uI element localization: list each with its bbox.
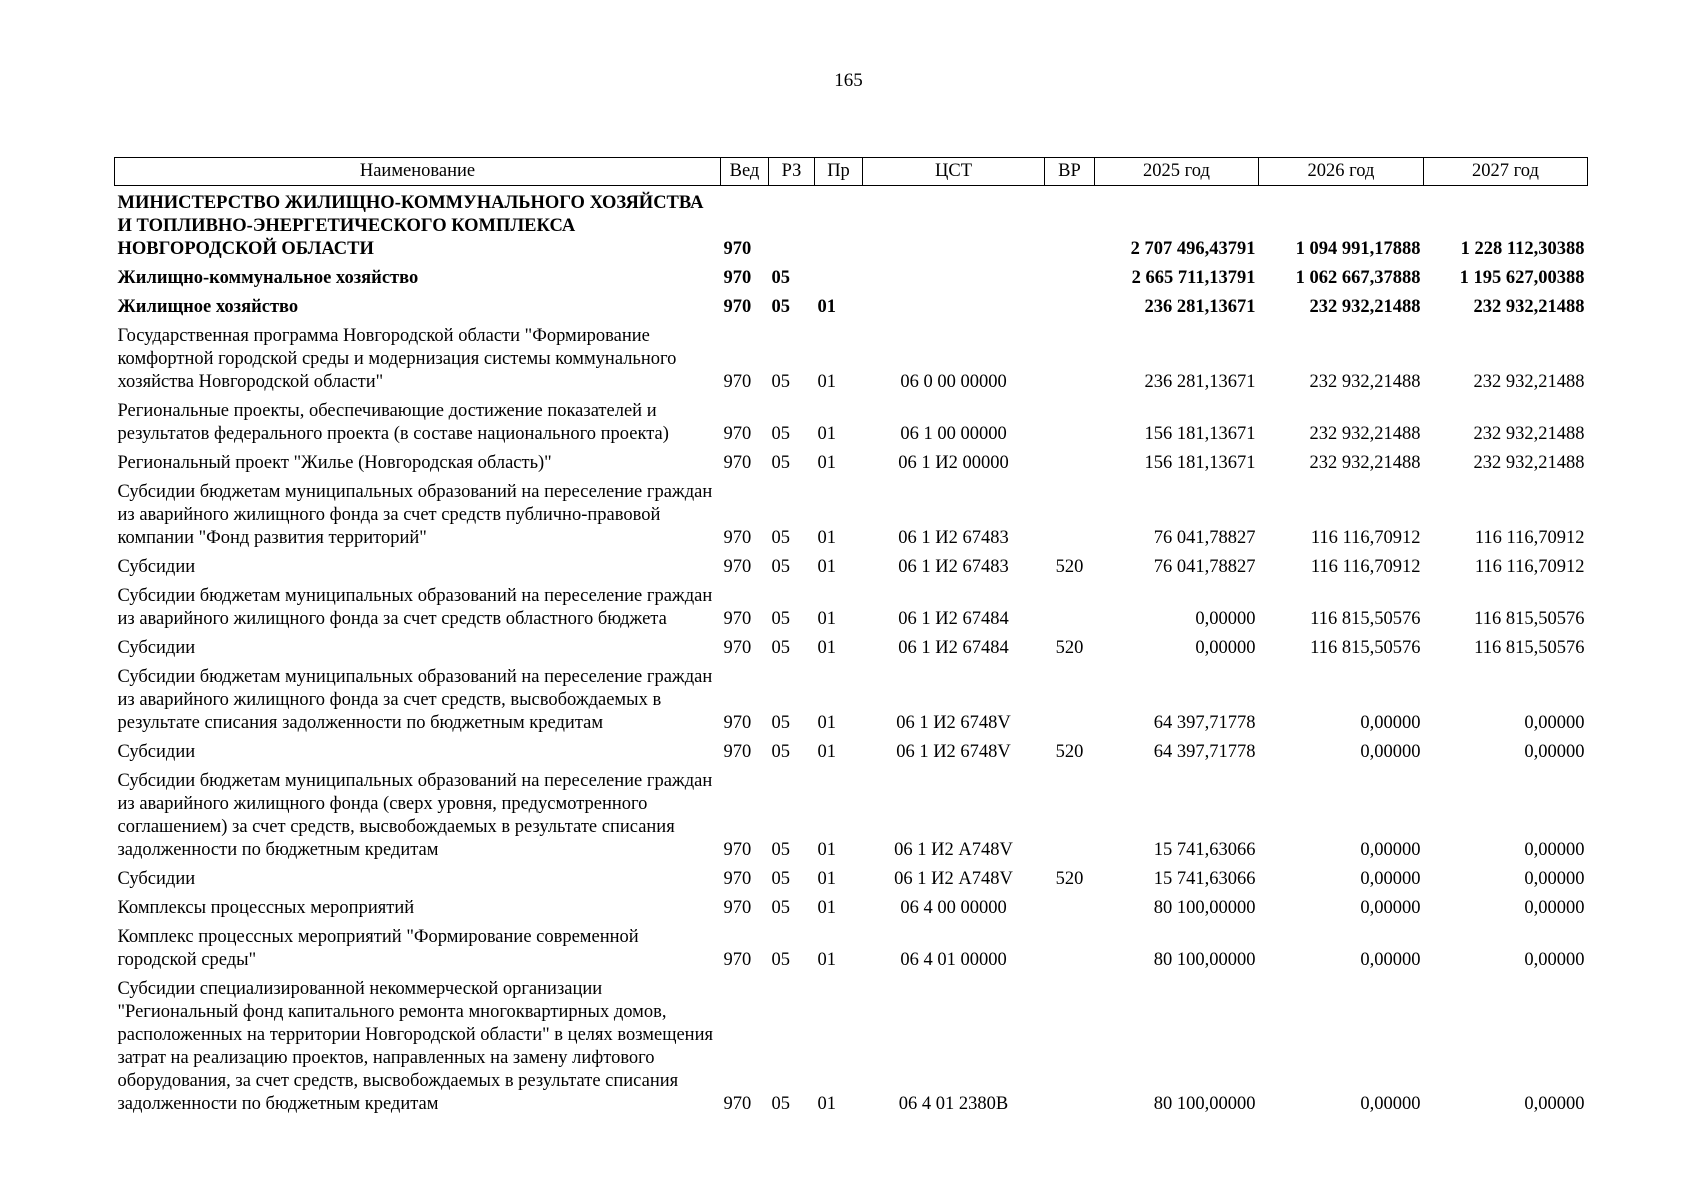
header-2026: 2026 год [1259, 158, 1424, 186]
row-pr: 01 [817, 609, 836, 629]
budget-table [114, 157, 1588, 1116]
row-cst [863, 290, 1045, 319]
row-amount-2026: 232 932,21488 [1309, 297, 1421, 317]
row-ved: 970 [723, 1094, 752, 1114]
row-amount-2025: 2 707 496,43791 [1130, 239, 1256, 259]
row-cst: 06 1 И2 6748V [896, 713, 1011, 733]
row-vr [1045, 261, 1095, 290]
table-row [115, 446, 1588, 475]
row-rz: 05 [771, 453, 790, 473]
row-amount-2026: 1 062 667,37888 [1295, 268, 1421, 288]
header-name: Наименование [115, 158, 721, 186]
row-amount-2025: 76 041,78827 [1153, 528, 1256, 548]
row-cst [863, 261, 1045, 290]
table-row [115, 972, 1588, 1116]
row-amount-2026: 232 932,21488 [1309, 372, 1421, 392]
row-ved: 970 [723, 713, 752, 733]
row-ved: 970 [723, 297, 752, 317]
row-pr: 01 [817, 950, 836, 970]
row-vr [1045, 579, 1095, 631]
row-vr [1045, 290, 1095, 319]
row-cst: 06 1 И2 6748V [896, 742, 1011, 762]
row-name: Субсидии [117, 869, 196, 889]
row-cst: 06 1 И2 67483 [898, 557, 1009, 577]
row-amount-2025: 156 181,13671 [1144, 424, 1256, 444]
row-name: Субсидии специализированной некоммерческой организации "Региональный фонд капитального ремонта многоквартирных домов, расположенных на территории Новгородской области" в целях возмещения затрат на реализацию проектов, направленных на замену лифтового оборудования, за счет средств, высвобождаемых в результате списания задолженности по бюджетным кредитам [117, 979, 713, 1114]
row-cst: 06 1 00 00000 [900, 424, 1007, 444]
row-amount-2026: 116 815,50576 [1310, 609, 1421, 629]
row-name: Региональные проекты, обеспечивающие достижение показателей и результатов федерального проекта (в составе национального проекта) [117, 401, 669, 444]
row-ved: 970 [723, 950, 752, 970]
row-rz [769, 186, 815, 262]
row-rz: 05 [771, 1094, 790, 1114]
row-amount-2026: 116 116,70912 [1310, 528, 1421, 548]
row-rz: 05 [771, 268, 790, 288]
row-ved: 970 [723, 268, 752, 288]
row-name: Субсидии бюджетам муниципальных образований на переселение граждан из аварийного жилищного фонда за счет средств публично-правовой компании "Фонд развития территорий" [117, 482, 713, 548]
row-cst: 06 1 И2 00000 [898, 453, 1009, 473]
row-pr: 01 [817, 528, 836, 548]
row-amount-2027: 0,00000 [1524, 1094, 1585, 1114]
table-row [115, 660, 1588, 735]
row-amount-2027: 232 932,21488 [1473, 424, 1585, 444]
row-amount-2026: 232 932,21488 [1309, 424, 1421, 444]
row-name: МИНИСТЕРСТВО ЖИЛИЩНО-КОММУНАЛЬНОГО ХОЗЯЙСТВА И ТОПЛИВНО-ЭНЕРГЕТИЧЕСКОГО КОМПЛЕКСА НОВГОРОДСКОЙ ОБЛАСТИ [117, 193, 704, 259]
row-vr [1045, 764, 1095, 862]
row-amount-2025: 76 041,78827 [1153, 557, 1256, 577]
row-ved: 970 [723, 638, 752, 658]
row-name: Комплекс процессных мероприятий "Формирование современной городской среды" [117, 927, 639, 970]
row-amount-2027: 116 815,50576 [1474, 638, 1585, 658]
table-row [115, 261, 1588, 290]
row-ved: 970 [723, 528, 752, 548]
row-name: Жилищно-коммунальное хозяйство [117, 268, 419, 288]
page-number: 165 [834, 70, 863, 91]
table-row [115, 186, 1588, 262]
row-ved: 970 [723, 742, 752, 762]
table-row [115, 475, 1588, 550]
header-2025: 2025 год [1095, 158, 1259, 186]
row-cst: 06 1 И2 А748V [894, 840, 1013, 860]
row-pr: 01 [817, 297, 836, 317]
row-amount-2025: 0,00000 [1195, 638, 1256, 658]
row-name: Государственная программа Новгородской области "Формирование комфортной городской среды и модернизация системы коммунального хозяйства Новгородской области" [117, 326, 677, 392]
row-amount-2026: 0,00000 [1360, 1094, 1421, 1114]
row-pr [815, 261, 863, 290]
row-vr [1045, 394, 1095, 446]
row-name: Региональный проект "Жилье (Новгородская область)" [117, 453, 552, 473]
row-amount-2026: 0,00000 [1360, 742, 1421, 762]
row-amount-2026: 0,00000 [1360, 898, 1421, 918]
row-rz: 05 [771, 898, 790, 918]
row-amount-2027: 116 116,70912 [1474, 528, 1585, 548]
row-ved: 970 [723, 453, 752, 473]
row-pr: 01 [817, 424, 836, 444]
row-ved: 970 [723, 372, 752, 392]
row-amount-2025: 156 181,13671 [1144, 453, 1256, 473]
row-amount-2026: 232 932,21488 [1309, 453, 1421, 473]
header-pr: Пр [815, 158, 863, 186]
row-pr: 01 [817, 713, 836, 733]
header-2027: 2027 год [1424, 158, 1588, 186]
table-row [115, 862, 1588, 891]
row-rz: 05 [771, 869, 790, 889]
row-amount-2027: 1 228 112,30388 [1460, 239, 1585, 259]
row-amount-2026: 0,00000 [1360, 950, 1421, 970]
row-name: Субсидии бюджетам муниципальных образований на переселение граждан из аварийного жилищного фонда за счет средств областного бюджета [117, 586, 713, 629]
row-name: Субсидии бюджетам муниципальных образований на переселение граждан из аварийного жилищного фонда за счет средств, высвобождаемых в результате списания задолженности по бюджетным кредитам [117, 667, 713, 733]
row-name: Субсидии [117, 557, 196, 577]
row-amount-2027: 232 932,21488 [1473, 372, 1585, 392]
row-amount-2027: 0,00000 [1524, 869, 1585, 889]
row-vr [1045, 475, 1095, 550]
row-cst: 06 1 И2 67484 [898, 638, 1009, 658]
row-name: Субсидии [117, 742, 196, 762]
row-ved: 970 [723, 609, 752, 629]
row-vr [1045, 319, 1095, 394]
row-amount-2026: 0,00000 [1360, 713, 1421, 733]
table-row [115, 764, 1588, 862]
header-ved: Вед [721, 158, 769, 186]
table-body [115, 186, 1588, 1117]
table-row [115, 631, 1588, 660]
row-amount-2027: 0,00000 [1524, 713, 1585, 733]
row-rz: 05 [771, 638, 790, 658]
row-vr: 520 [1055, 869, 1084, 889]
row-vr: 520 [1055, 638, 1084, 658]
row-vr [1045, 660, 1095, 735]
row-ved: 970 [723, 869, 752, 889]
row-amount-2026: 116 815,50576 [1310, 638, 1421, 658]
row-amount-2025: 2 665 711,13791 [1131, 268, 1256, 288]
row-amount-2025: 64 397,71778 [1153, 742, 1256, 762]
row-vr [1045, 972, 1095, 1116]
row-pr: 01 [817, 1094, 836, 1114]
header-rz: РЗ [769, 158, 815, 186]
row-pr: 01 [817, 898, 836, 918]
row-rz: 05 [771, 528, 790, 548]
row-amount-2027: 1 195 627,00388 [1459, 268, 1585, 288]
row-pr: 01 [817, 869, 836, 889]
row-amount-2025: 80 100,00000 [1153, 950, 1256, 970]
row-cst: 06 1 И2 67484 [898, 609, 1009, 629]
header-cst: ЦСТ [863, 158, 1045, 186]
row-amount-2025: 80 100,00000 [1153, 1094, 1256, 1114]
table-row [115, 891, 1588, 920]
row-rz: 05 [771, 372, 790, 392]
row-pr [815, 186, 863, 262]
row-vr: 520 [1055, 557, 1084, 577]
row-amount-2027: 232 932,21488 [1473, 297, 1585, 317]
row-amount-2026: 1 094 991,17888 [1295, 239, 1421, 259]
row-name: Субсидии бюджетам муниципальных образований на переселение граждан из аварийного жилищного фонда (сверх уровня, предусмотренного соглашением) за счет средств, высвобождаемых в результате списания задолженности по бюджетным кредитам [117, 771, 713, 860]
row-cst [863, 186, 1045, 262]
row-amount-2027: 116 116,70912 [1474, 557, 1585, 577]
row-amount-2025: 0,00000 [1195, 609, 1256, 629]
row-amount-2025: 236 281,13671 [1144, 372, 1256, 392]
table-row [115, 735, 1588, 764]
row-amount-2025: 80 100,00000 [1153, 898, 1256, 918]
row-cst: 06 1 И2 67483 [898, 528, 1009, 548]
table-row [115, 319, 1588, 394]
row-rz: 05 [771, 950, 790, 970]
row-rz: 05 [771, 297, 790, 317]
row-rz: 05 [771, 840, 790, 860]
row-name: Субсидии [117, 638, 196, 658]
row-amount-2026: 0,00000 [1360, 840, 1421, 860]
row-pr: 01 [817, 742, 836, 762]
row-cst: 06 4 01 2380В [898, 1094, 1009, 1114]
table-row [115, 920, 1588, 972]
row-vr [1045, 446, 1095, 475]
table-row [115, 579, 1588, 631]
row-amount-2026: 116 116,70912 [1310, 557, 1421, 577]
row-rz: 05 [771, 742, 790, 762]
row-amount-2027: 232 932,21488 [1473, 453, 1585, 473]
row-cst: 06 4 00 00000 [900, 898, 1007, 918]
row-pr: 01 [817, 557, 836, 577]
row-rz: 05 [771, 713, 790, 733]
row-rz: 05 [771, 424, 790, 444]
row-pr: 01 [817, 453, 836, 473]
row-amount-2027: 0,00000 [1524, 742, 1585, 762]
row-rz: 05 [771, 557, 790, 577]
row-ved: 970 [723, 424, 752, 444]
row-amount-2026: 0,00000 [1360, 869, 1421, 889]
table-row [115, 394, 1588, 446]
row-amount-2025: 15 741,63066 [1153, 840, 1256, 860]
row-vr [1045, 891, 1095, 920]
row-amount-2027: 116 815,50576 [1474, 609, 1585, 629]
row-name: Комплексы процессных мероприятий [117, 898, 415, 918]
row-cst: 06 0 00 00000 [900, 372, 1007, 392]
row-ved: 970 [723, 840, 752, 860]
table-row [115, 290, 1588, 319]
row-amount-2027: 0,00000 [1524, 898, 1585, 918]
row-amount-2027: 0,00000 [1524, 950, 1585, 970]
row-vr: 520 [1055, 742, 1084, 762]
row-cst: 06 4 01 00000 [900, 950, 1007, 970]
row-ved: 970 [723, 239, 752, 259]
row-amount-2025: 15 741,63066 [1153, 869, 1256, 889]
row-cst: 06 1 И2 А748V [894, 869, 1013, 889]
header-vr: ВР [1045, 158, 1095, 186]
row-amount-2027: 0,00000 [1524, 840, 1585, 860]
row-vr [1045, 186, 1095, 262]
table-row [115, 550, 1588, 579]
row-pr: 01 [817, 840, 836, 860]
row-rz: 05 [771, 609, 790, 629]
table-header-row [115, 158, 1588, 186]
row-ved: 970 [723, 557, 752, 577]
row-name: Жилищное хозяйство [117, 297, 299, 317]
row-ved: 970 [723, 898, 752, 918]
row-pr: 01 [817, 638, 836, 658]
row-pr: 01 [817, 372, 836, 392]
row-vr [1045, 920, 1095, 972]
row-amount-2025: 236 281,13671 [1144, 297, 1256, 317]
row-amount-2025: 64 397,71778 [1153, 713, 1256, 733]
